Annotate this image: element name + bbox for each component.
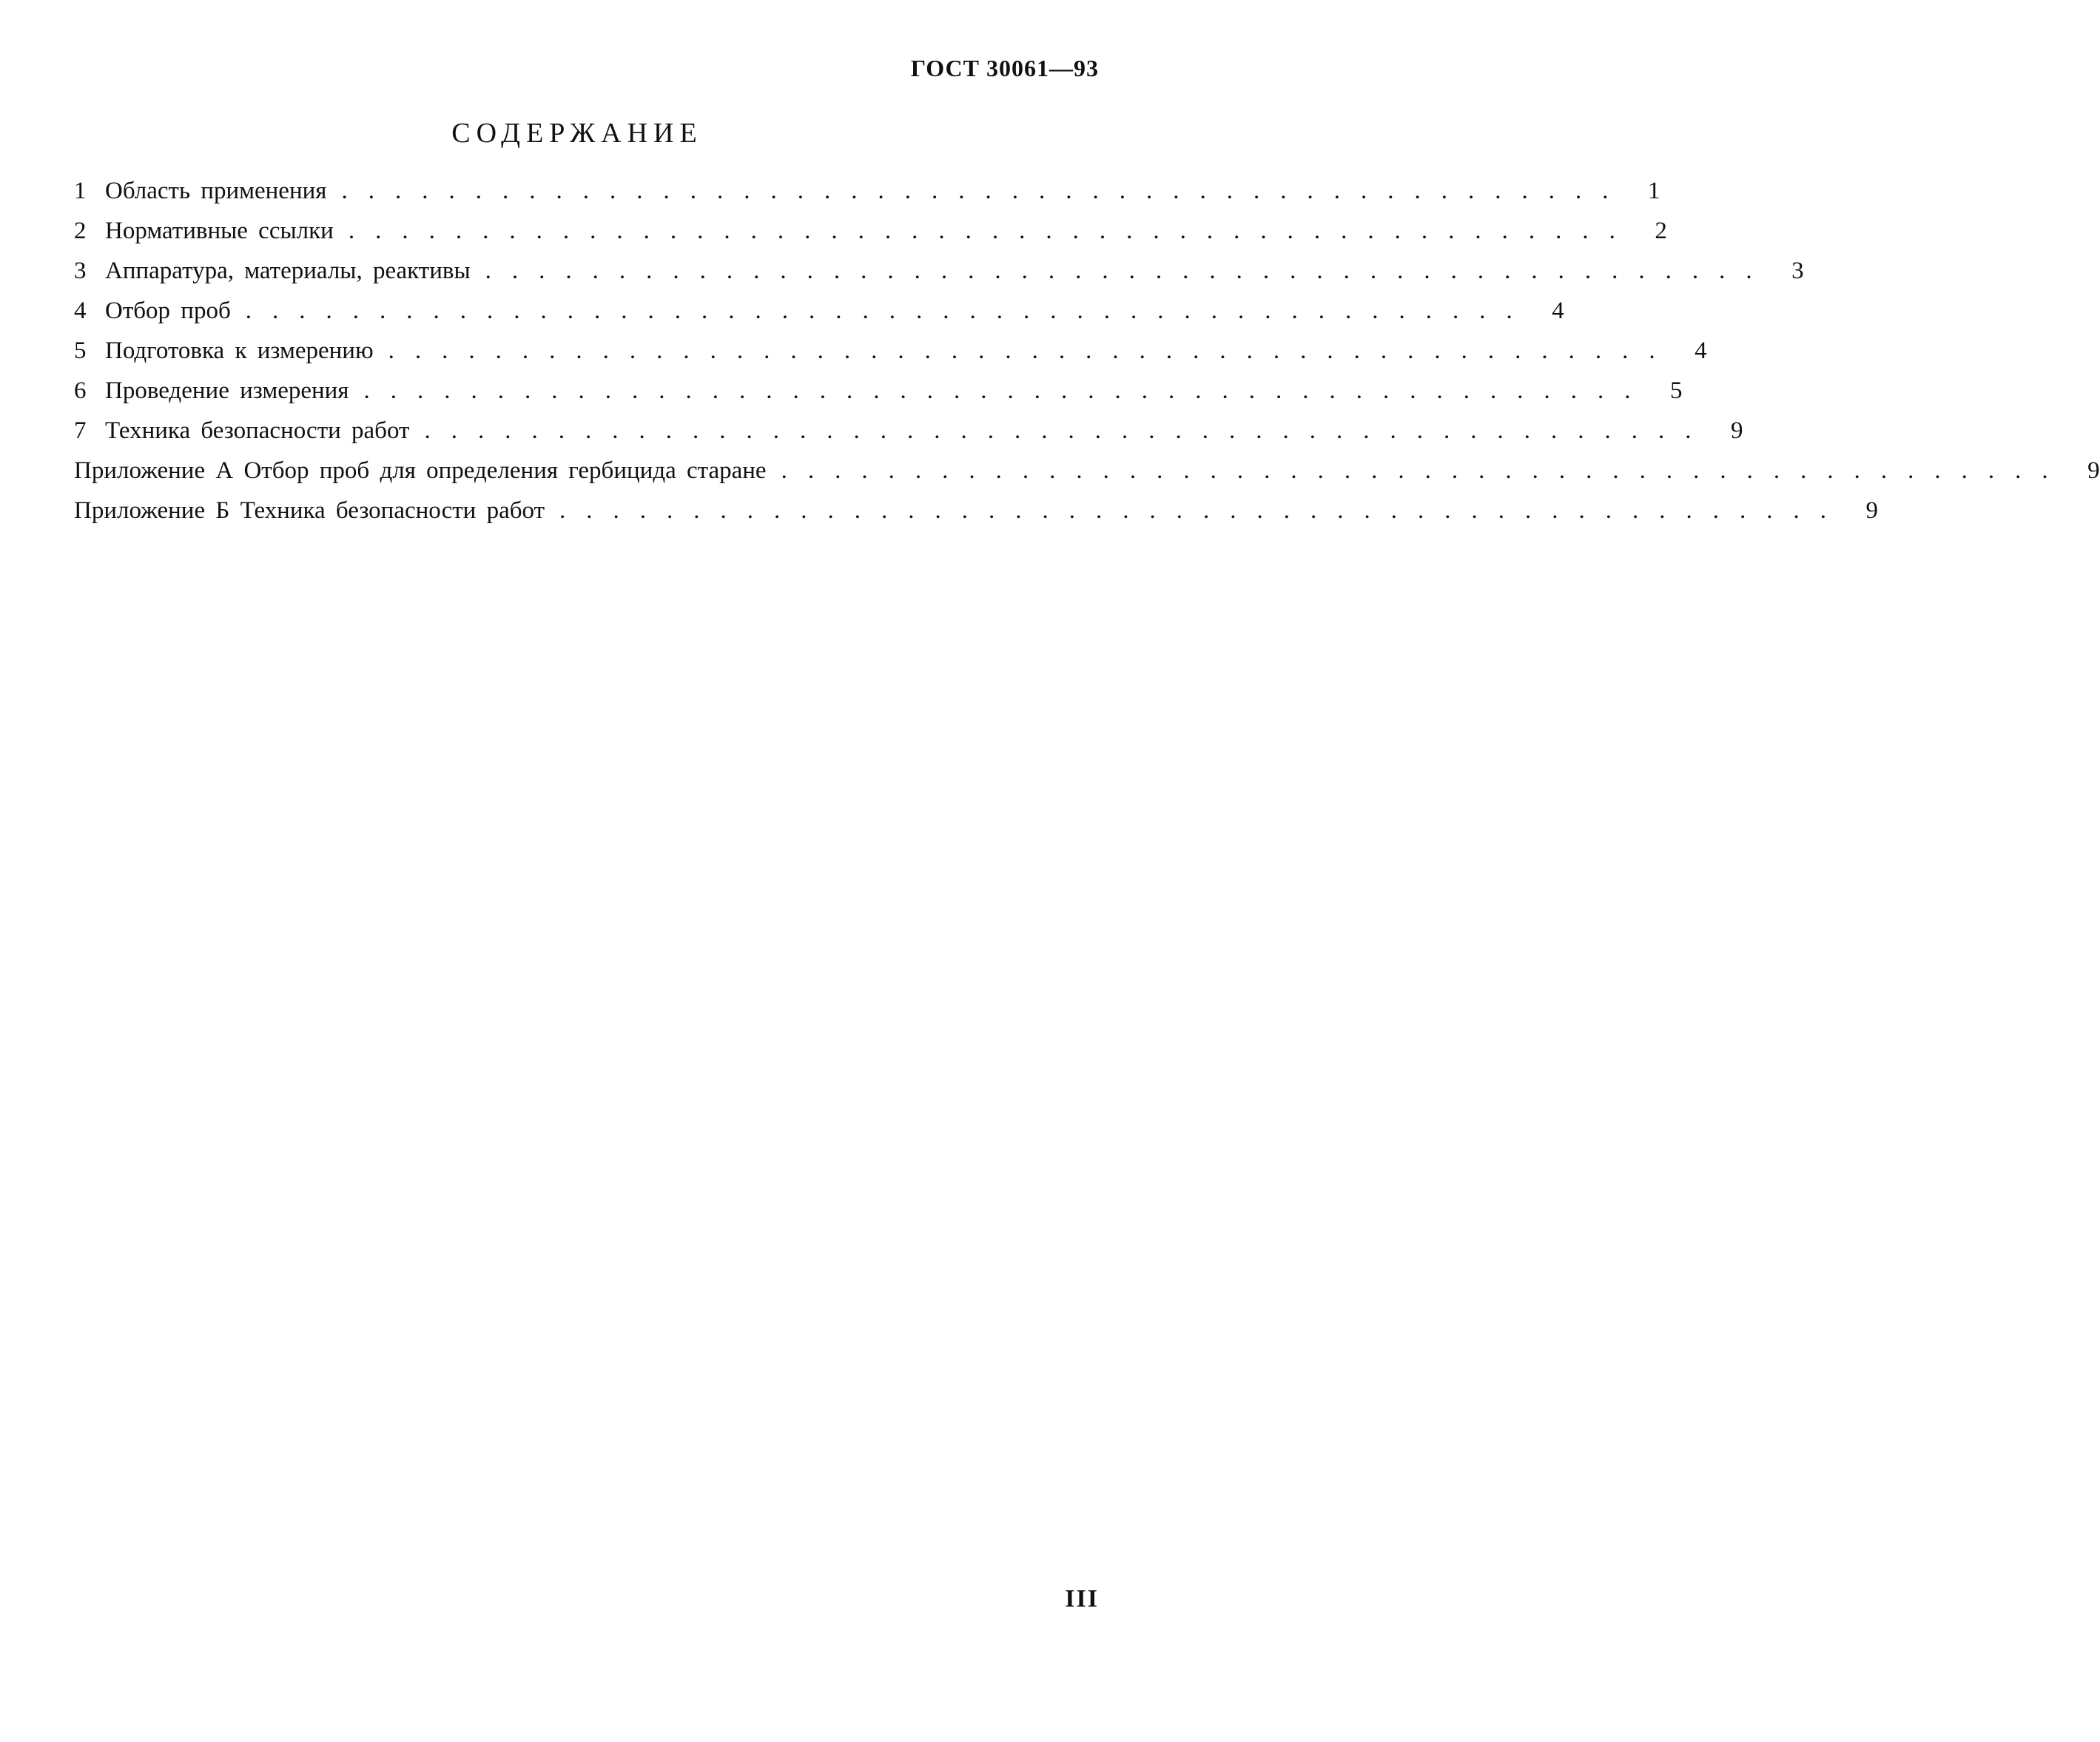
toc-entry-page: 9: [1865, 497, 1879, 524]
toc-entry[interactable]: [74, 218, 1667, 258]
toc-entry-number: 2: [74, 218, 87, 244]
toc-leader-dots: ................................................: [388, 337, 1676, 364]
toc-entry-appendix[interactable]: [74, 457, 2100, 497]
toc-leader-dots: ................................................: [781, 457, 2069, 484]
toc-entry-page: 4: [1552, 297, 1564, 324]
toc-leader-dots: ................................................: [348, 218, 1636, 244]
document-code: ГОСТ 30061—93: [910, 55, 1099, 81]
toc-entry-page: 4: [1695, 337, 1707, 364]
toc-leader-dots: ................................................: [424, 417, 1712, 444]
page-number: III: [1065, 1585, 1099, 1612]
toc-entry[interactable]: [74, 297, 1564, 337]
toc-entry-label: Подготовка к измерению: [105, 337, 374, 364]
toc-entry[interactable]: [74, 337, 1707, 377]
toc-entry-page: 1: [1647, 178, 1660, 204]
toc-entry-number: 4: [74, 297, 87, 324]
toc-entry-label: Приложение Б Техника безопасности работ: [74, 497, 545, 524]
toc-entry-number: 7: [74, 417, 87, 444]
toc-leader-dots: ................................................: [485, 258, 1773, 284]
toc-entry-page: 2: [1655, 218, 1667, 244]
toc-entry-number: 6: [74, 377, 87, 404]
toc-leader-dots: ................................................: [341, 178, 1629, 204]
toc-entry[interactable]: [74, 377, 1683, 417]
toc-entry-page: 3: [1791, 258, 1804, 284]
toc-entry[interactable]: [74, 417, 1743, 457]
toc-entry-number: 3: [74, 258, 87, 284]
toc-entry-label: Область применения: [105, 178, 327, 204]
toc-entry-label: Отбор проб: [105, 297, 231, 324]
toc-entry-label: Нормативные ссылки: [105, 218, 334, 244]
toc-title: СОДЕРЖАНИЕ: [451, 118, 703, 149]
toc-entry-number: 5: [74, 337, 87, 364]
toc-leader-dots: ................................................: [245, 297, 1533, 324]
toc-entry-label: Проведение измерения: [105, 377, 349, 404]
toc-leader-dots: ................................................: [363, 377, 1652, 404]
toc-entry[interactable]: [74, 258, 1804, 297]
toc-entry-appendix[interactable]: [74, 497, 1879, 537]
toc-entry-number: 1: [74, 178, 87, 204]
toc-entry-page: 5: [1670, 377, 1683, 404]
toc-entry-label: Техника безопасности работ: [105, 417, 410, 444]
toc-entry-page: 9: [2087, 457, 2100, 484]
toc-entry-label: Приложение А Отбор проб для определения гербицида старане: [74, 457, 767, 484]
table-of-contents: [74, 178, 2100, 537]
toc-entry[interactable]: [74, 178, 1660, 218]
toc-entry-page: 9: [1730, 417, 1743, 444]
toc-leader-dots: ................................................: [559, 497, 1848, 524]
toc-entry-label: Аппаратура, материалы, реактивы: [105, 258, 471, 284]
